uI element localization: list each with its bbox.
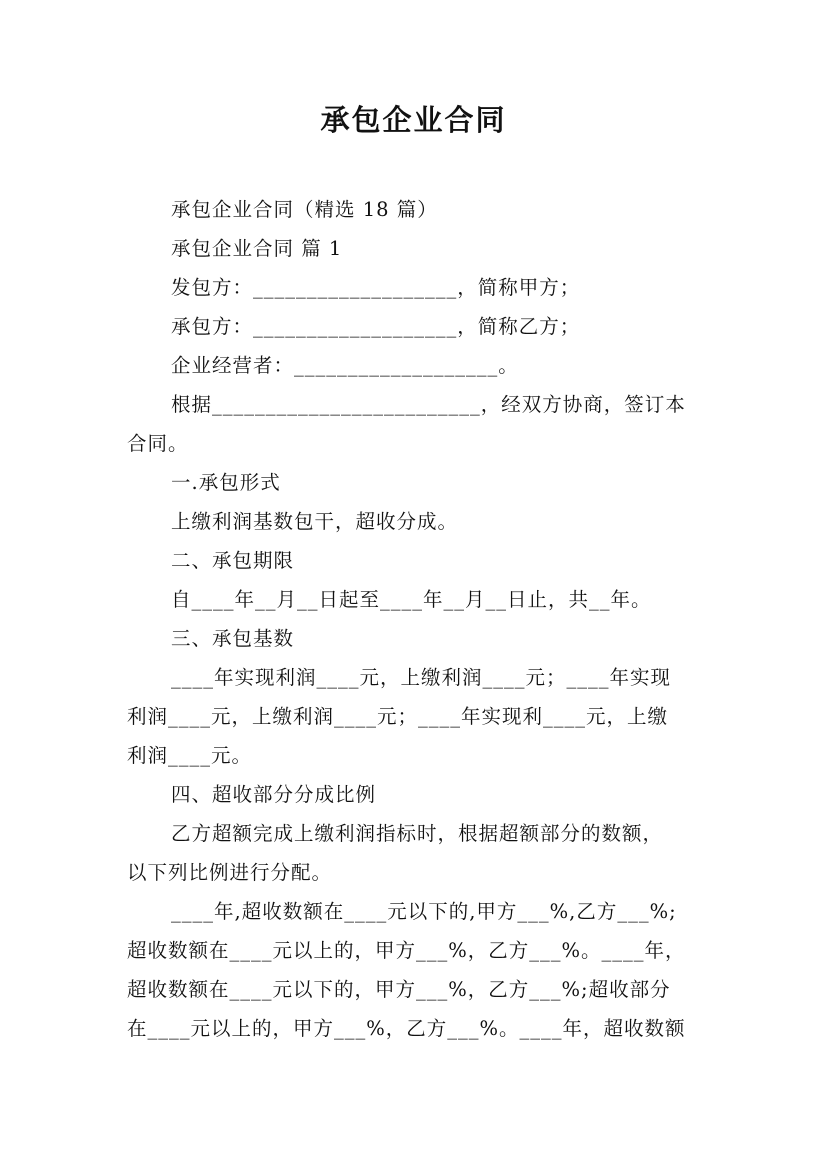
party-b-line: 承包方：___________________，简称乙方；: [171, 315, 581, 338]
paragraph-line: 以下列比例进行分配。: [127, 861, 333, 884]
operator-line: 企业经营者：___________________。: [171, 354, 519, 377]
section-heading: 三、承包基数: [171, 627, 295, 650]
party-a-line: 发包方：___________________，简称甲方；: [171, 276, 581, 299]
section-heading: 一.承包形式: [171, 471, 281, 494]
section-heading: 二、承包期限: [171, 549, 295, 572]
section-heading: 四、超收部分分成比例: [171, 783, 377, 806]
paragraph-line: 超收数额在____元以上的，甲方___%，乙方___%。____年，: [127, 939, 686, 962]
paragraph-line: 自____年__月__日起至____年__月__日止，共__年。: [171, 588, 652, 611]
subtitle-line: 承包企业合同（精选 18 篇）: [171, 198, 438, 221]
paragraph-line: 超收数额在____元以下的，甲方___%，乙方___%;超收部分: [127, 978, 671, 1001]
paragraph-line: 利润____元。: [127, 744, 253, 767]
paragraph-line: ____年,超收数额在____元以下的,甲方___%,乙方___%;: [171, 900, 677, 923]
section-heading: 承包企业合同 篇 1: [171, 237, 343, 260]
paragraph-line: 合同。: [127, 432, 189, 455]
paragraph-line: 利润____元，上缴利润____元；____年实现利____元，上缴: [127, 705, 669, 728]
paragraph-line: ____年实现利润____元，上缴利润____元；____年实现: [171, 666, 672, 689]
paragraph-line: 乙方超额完成上缴利润指标时，根据超额部分的数额，: [171, 822, 664, 845]
paragraph-line: 根据_________________________，经双方协商，签订本: [171, 393, 686, 416]
paragraph-line: 上缴利润基数包干，超收分成。: [171, 510, 459, 533]
document-title: 承包企业合同: [320, 103, 507, 137]
paragraph-line: 在____元以上的，甲方___%，乙方___%。____年，超收数额: [127, 1017, 686, 1040]
